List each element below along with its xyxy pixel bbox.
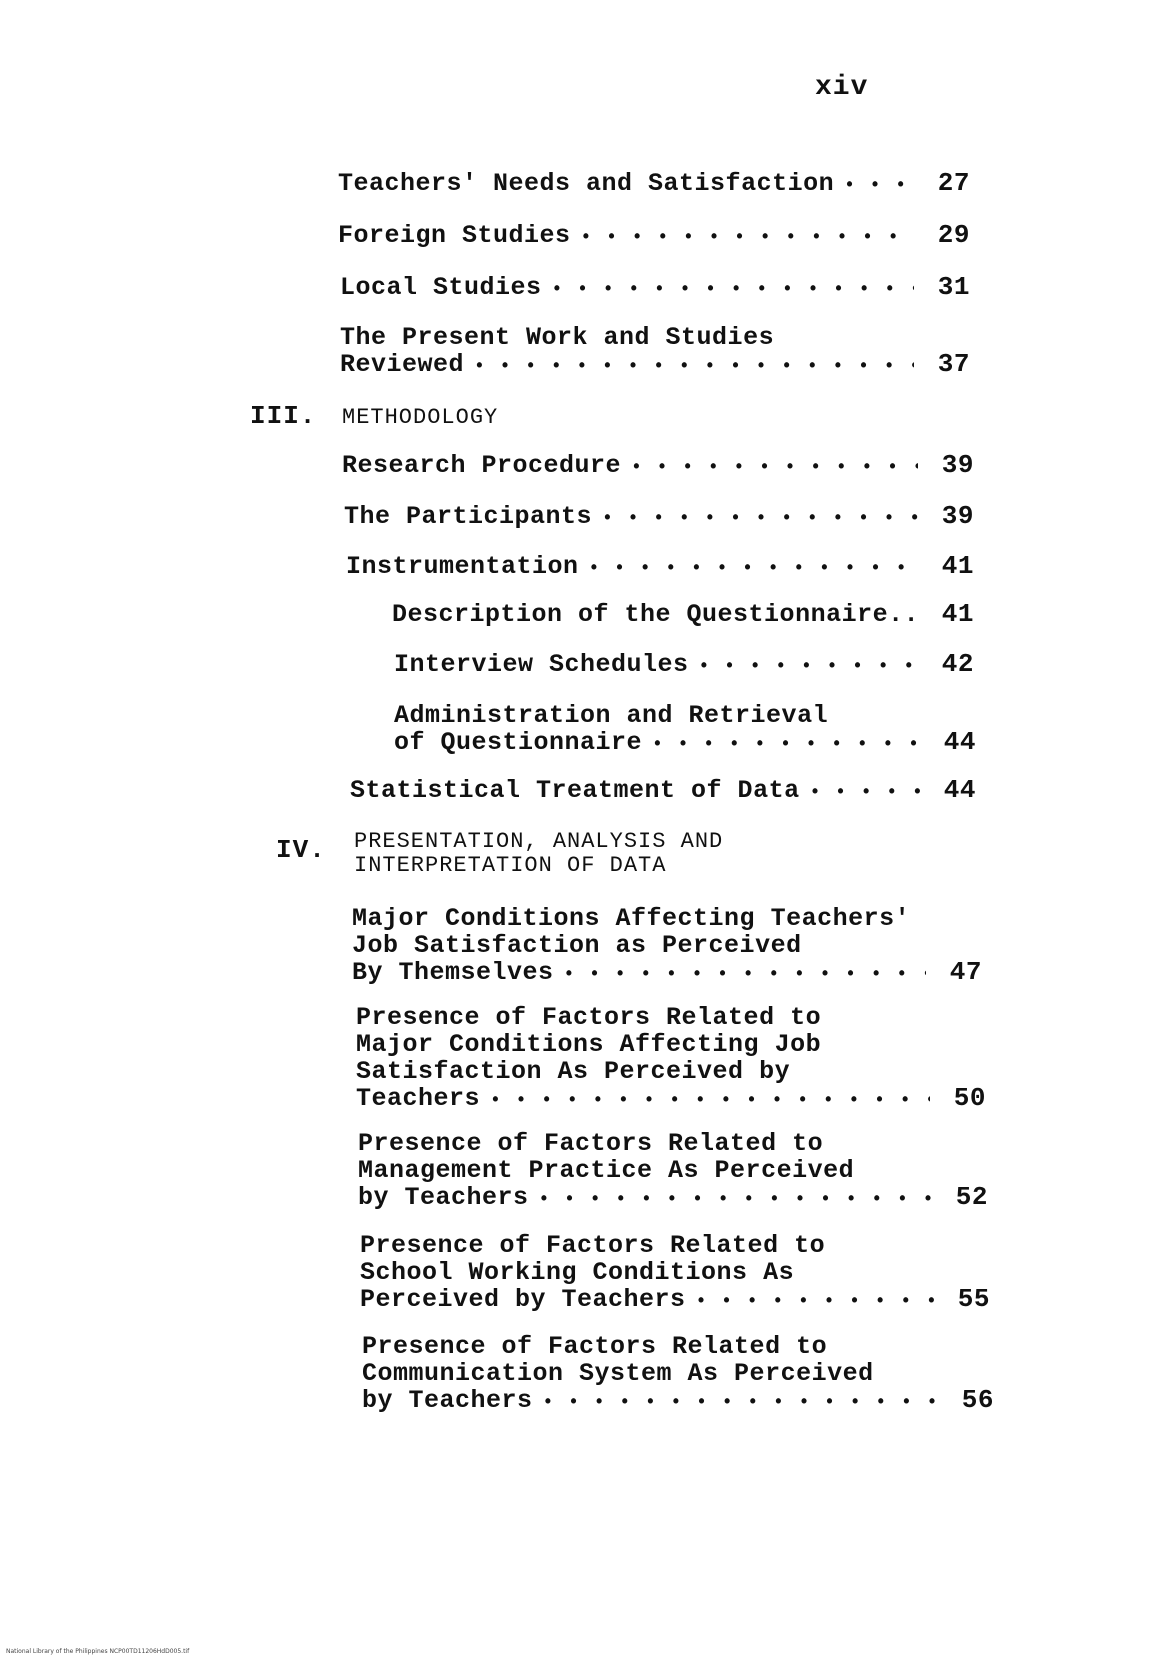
entry-title-line: By Themselves [352,958,554,987]
entry-page: 56 [961,1385,994,1415]
entry-title-line: by Teachers [358,1183,529,1212]
page-number: xiv [815,72,869,103]
entry-page: 29 [937,220,970,250]
leader-dots [539,1187,932,1214]
leader-dots [631,455,918,482]
toc-entry-needs-satisfaction [338,170,970,200]
leader-dots [543,1390,938,1417]
entry-page: 41 [941,599,974,629]
entry-title-line: Management Practice As Perceived [358,1156,855,1185]
leader-dots [696,1289,934,1316]
entry-page: 44 [943,727,976,757]
leader-dots [564,962,926,989]
entry-title-line: Presence of Factors Related to [356,1003,822,1032]
entry-page: 44 [943,775,976,805]
entry-page: 39 [941,501,974,531]
toc-entry-administration-retrieval [394,702,976,759]
toc-entry-factors-working-conditions [360,1232,990,1316]
entry-page: 37 [937,349,970,379]
entry-title-line: Administration and Retrieval [394,701,829,730]
leader-dots [552,277,914,304]
entry-title: Description of the Questionnaire.. [392,600,920,629]
toc-entry-local-studies [340,274,970,304]
entry-title-line: School Working Conditions As [360,1258,795,1287]
leader-dots [602,506,918,533]
leader-dots [589,556,918,583]
entry-page: 39 [941,450,974,480]
entry-title-line: by Teachers [362,1386,533,1415]
entry-title: Local Studies [340,273,542,302]
entry-title-line: Perceived by Teachers [360,1285,686,1314]
toc-entry-factors-communication [362,1333,994,1417]
toc-entry-statistical-treatment [350,777,976,807]
leader-dots [810,780,920,807]
entry-page: 27 [937,168,970,198]
entry-title-line: Presence of Factors Related to [358,1129,824,1158]
entry-page: 42 [941,649,974,679]
entry-title-line: Presence of Factors Related to [362,1332,828,1361]
chapter-title-line: INTERPRETATION OF DATA [354,853,667,878]
entry-page: 47 [949,957,982,987]
chapter-numeral: IV. [276,835,326,865]
chapter-title-line: PRESENTATION, ANALYSIS AND [354,829,724,854]
toc-entry-questionnaire-description [392,601,974,631]
entry-page: 50 [953,1083,986,1113]
chapter-numeral: III. [250,401,317,431]
toc-entry-major-conditions [352,905,982,989]
entry-title: Foreign Studies [338,221,571,250]
entry-title-line: Major Conditions Affecting Teachers' [352,904,911,933]
entry-title: Statistical Treatment of Data [350,776,800,805]
toc-entry-research-procedure [342,452,974,482]
entry-title-line: The Present Work and Studies [340,323,775,352]
toc-entry-factors-management [358,1130,988,1214]
leader-dots [474,354,914,381]
entry-page: 52 [955,1182,988,1212]
entry-title: Interview Schedules [394,650,689,679]
chapter-title: METHODOLOGY [342,405,499,430]
leader-dots [581,225,914,252]
leader-dots [490,1088,930,1115]
entry-title-line: of Questionnaire [394,728,643,757]
entry-title: Research Procedure [342,451,622,480]
entry-title-line: Satisfaction As Perceived by [356,1057,791,1086]
scan-footer: National Library of the Philippines NCP00TD11206HdD005.tif [6,1648,190,1655]
entry-title: Instrumentation [346,552,579,581]
entry-title-line: Teachers [356,1084,481,1113]
entry-title-line: Presence of Factors Related to [360,1231,826,1260]
toc-entry-interview-schedules [394,651,974,681]
toc-entry-foreign-studies [338,222,970,252]
entry-title-line: Major Conditions Affecting Job [356,1030,822,1059]
entry-page: 55 [957,1284,990,1314]
toc-entry-participants [344,503,974,533]
toc-entry-present-work [340,324,970,381]
entry-page: 41 [941,551,974,581]
entry-page: 31 [937,272,970,302]
toc-entry-instrumentation [346,553,974,583]
toc-entry-factors-major-conditions [356,1004,986,1115]
leader-dots [699,654,918,681]
entry-title: Teachers' Needs and Satisfaction [338,169,835,198]
leader-dots [652,732,920,759]
entry-title-line: Reviewed [340,350,465,379]
leader-dots [844,173,914,200]
entry-title-line: Job Satisfaction as Perceived [352,931,802,960]
entry-title: The Participants [344,502,593,531]
entry-title-line: Communication System As Perceived [362,1359,874,1388]
